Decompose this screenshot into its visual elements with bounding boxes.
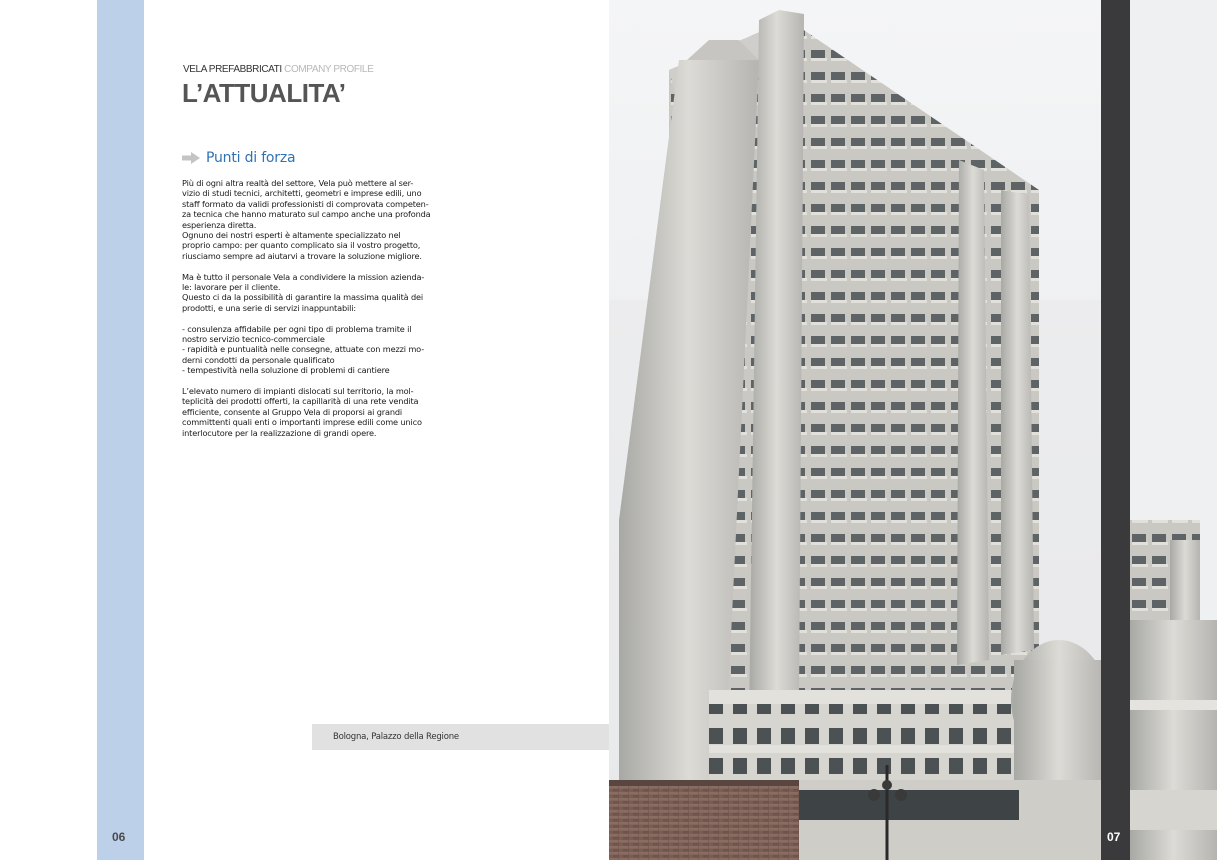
body-line: derni condotti da personale qualificato (182, 354, 335, 365)
page-number-left: 06 (112, 830, 126, 844)
page-title: L’ATTUALITA’ (182, 78, 346, 108)
body-line: za tecnica che hanno maturato sul campo anche una profonda (182, 209, 431, 220)
photo-caption-box (312, 724, 609, 750)
body-line: le: lavorare per il cliente. (182, 282, 281, 293)
body-line: - rapidità e puntualità nelle consegne, attuate con mezzi mo- (182, 344, 424, 355)
building-photo (609, 0, 1101, 860)
header-subtitle: COMPANY PROFILE (284, 64, 374, 75)
paragraph-gap (182, 313, 428, 323)
header-kicker (183, 64, 373, 75)
section-title: Punti di forza (206, 150, 296, 166)
paragraph-gap (182, 261, 428, 271)
body-line: staff formato da validi professionisti di comprovata competen- (182, 198, 429, 209)
body-line: esperienza diretta. (182, 219, 257, 230)
body-line: interlocutore per la realizzazione di grandi opere. (182, 427, 377, 438)
right-margin-band (1101, 0, 1130, 860)
body-line: Ognuno dei nostri esperti è altamente specializzato nel (182, 230, 401, 241)
arrow-right-icon (182, 152, 200, 164)
photo-caption: Bologna, Palazzo della Regione (333, 732, 459, 742)
body-text (182, 178, 431, 438)
paragraph-gap (182, 376, 428, 386)
section-heading (182, 150, 295, 166)
body-line: proprio campo: per quanto complicato sia il vostro progetto, (182, 240, 421, 251)
body-line: prodotti, e una serie di servizi inappuntabili: (182, 302, 356, 313)
body-line: riusciamo sempre ad aiutarvi a trovare la soluzione migliore. (182, 250, 422, 261)
body-line: L’elevato numero di impianti dislocati sul territorio, la mol- (182, 386, 414, 397)
body-line: Questo ci da la possibilità di garantire la massima qualità dei (182, 292, 424, 303)
body-line: teplicità dei prodotti offerti, la capillarità di una rete vendita (182, 396, 419, 407)
brand-name: VELA PREFABBRICATI (183, 64, 282, 75)
body-line: - tempestività nella soluzione di problemi di cantiere (182, 365, 390, 376)
body-line: - consulenza affidabile per ogni tipo di problema tramite il (182, 323, 412, 334)
body-line: efficiente, consente al Gruppo Vela di proporsi ai grandi (182, 406, 403, 417)
body-line: committenti quali enti o importanti imprese edili come unico (182, 417, 422, 428)
body-line: Più di ogni altra realtà del settore, Vela può mettere al ser- (182, 178, 414, 188)
body-line: vizio di studi tecnici, architetti, geometri e imprese edili, uno (182, 188, 422, 199)
left-margin-band (97, 0, 144, 860)
body-line: Ma è tutto il personale Vela a condividere la mission azienda- (182, 271, 425, 282)
body-line: nostro servizio tecnico-commerciale (182, 334, 325, 345)
building-photo-right (1130, 0, 1217, 860)
page-number-right: 07 (1107, 830, 1121, 844)
